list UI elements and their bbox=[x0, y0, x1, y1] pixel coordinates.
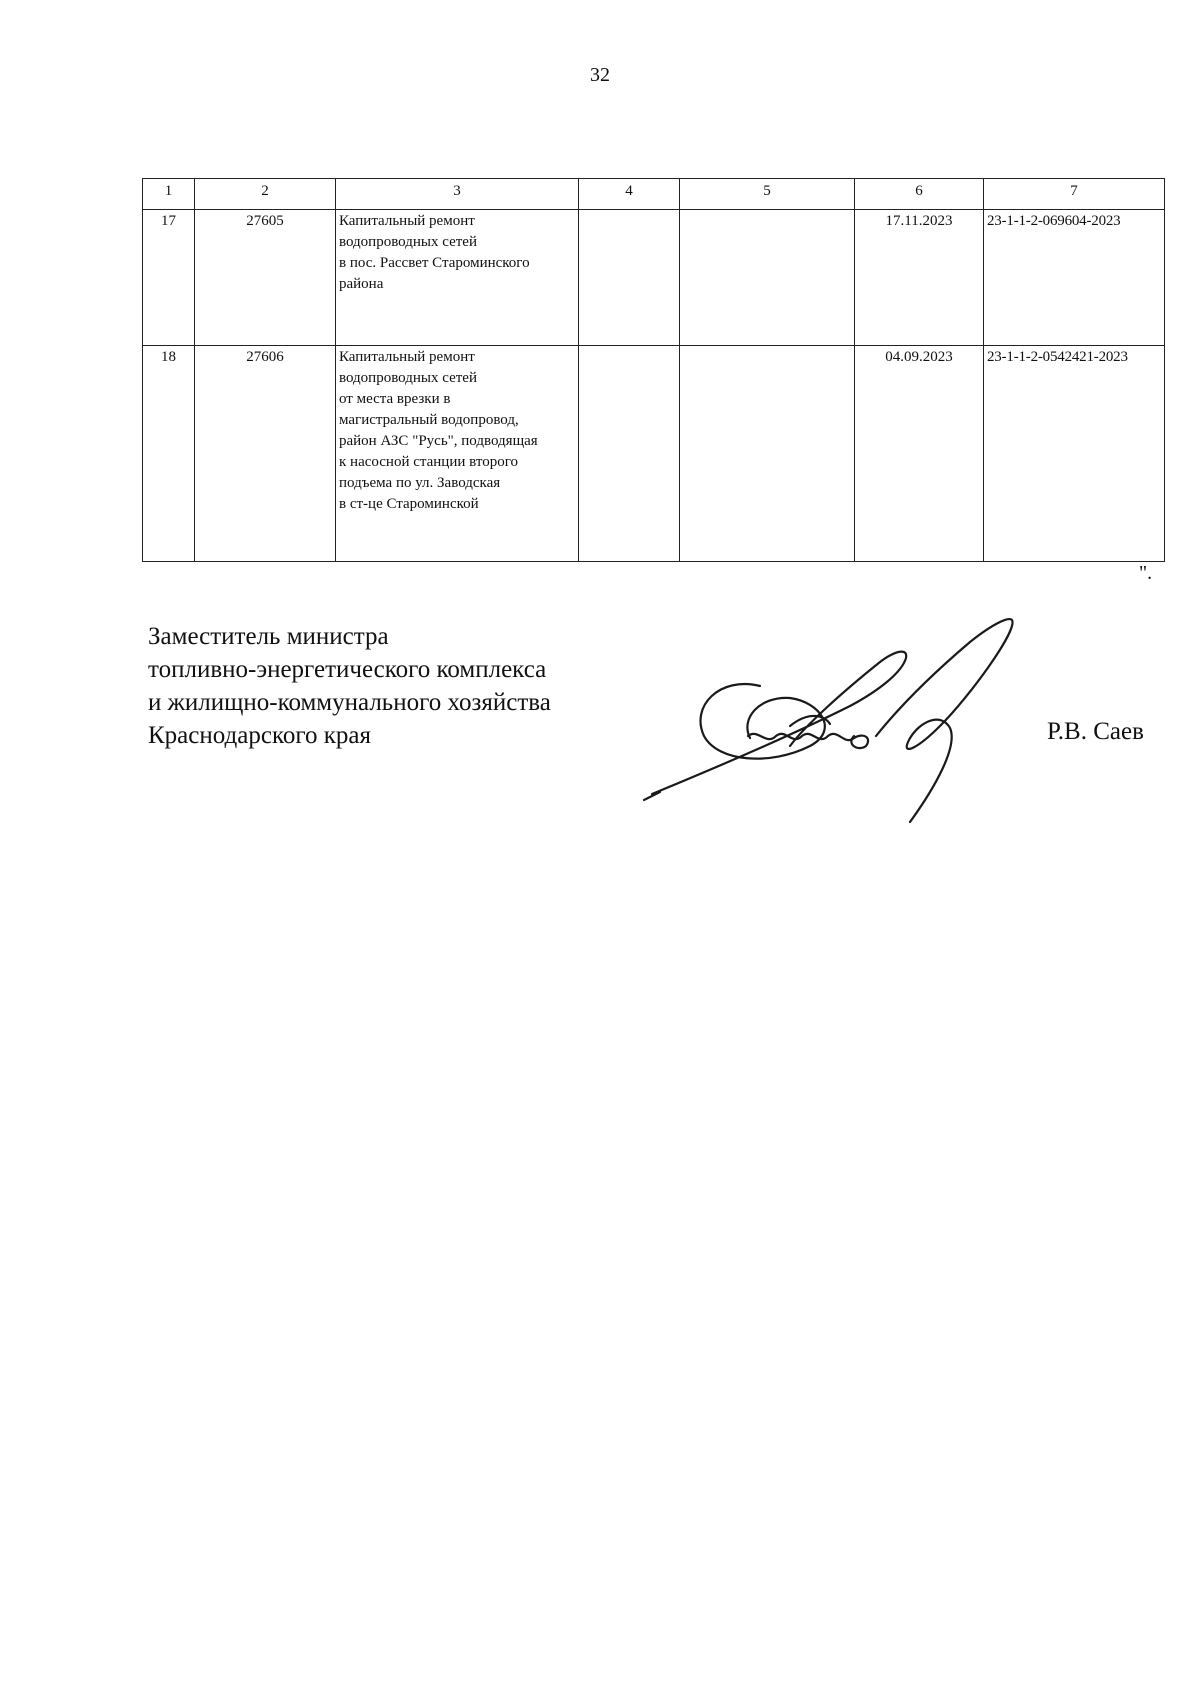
description-line: Капитальный ремонт bbox=[339, 349, 475, 365]
object-code: 27605 bbox=[195, 210, 336, 346]
object-description bbox=[336, 346, 579, 562]
signer-position bbox=[148, 620, 551, 752]
handwritten-signature bbox=[640, 606, 1050, 836]
column-header: 5 bbox=[680, 179, 855, 210]
empty-cell bbox=[680, 210, 855, 346]
position-line: Заместитель министра bbox=[148, 623, 389, 650]
position-line: Краснодарского края bbox=[148, 722, 371, 749]
description-line: водопроводных сетей bbox=[339, 234, 477, 250]
description-line: магистральный водопровод, bbox=[339, 412, 519, 428]
position-line: топливно-энергетического комплекса bbox=[148, 656, 547, 683]
date-cell: 04.09.2023 bbox=[855, 346, 984, 562]
registry-table bbox=[142, 178, 1165, 562]
description-line: район АЗС "Русь", подводящая bbox=[339, 433, 538, 449]
row-number: 18 bbox=[143, 346, 195, 562]
table-row bbox=[143, 346, 1165, 562]
table-header-row bbox=[143, 179, 1165, 210]
position-line: и жилищно-коммунального хозяйства bbox=[148, 689, 551, 716]
description-line: к насосной станции второго bbox=[339, 454, 518, 470]
empty-cell bbox=[579, 346, 680, 562]
column-header: 3 bbox=[336, 179, 579, 210]
closing-quote-mark: ". bbox=[1139, 562, 1153, 584]
signer-name: Р.В. Саев bbox=[1047, 718, 1144, 745]
description-line: в ст-це Староминской bbox=[339, 496, 479, 512]
description-line: подъема по ул. Заводская bbox=[339, 475, 501, 491]
column-header: 1 bbox=[143, 179, 195, 210]
column-header: 2 bbox=[195, 179, 336, 210]
object-description bbox=[336, 210, 579, 346]
description-line: Капитальный ремонт bbox=[339, 213, 475, 229]
column-header: 7 bbox=[984, 179, 1165, 210]
description-line: района bbox=[339, 276, 384, 292]
registration-number: 23-1-1-2-069604-2023 bbox=[984, 210, 1165, 346]
column-header: 4 bbox=[579, 179, 680, 210]
empty-cell bbox=[579, 210, 680, 346]
empty-cell bbox=[680, 346, 855, 562]
description-line: от места врезки в bbox=[339, 391, 451, 407]
table-row bbox=[143, 210, 1165, 346]
description-line: в пос. Рассвет Староминского bbox=[339, 255, 530, 271]
date-cell: 17.11.2023 bbox=[855, 210, 984, 346]
object-code: 27606 bbox=[195, 346, 336, 562]
description-line: водопроводных сетей bbox=[339, 370, 477, 386]
column-header: 6 bbox=[855, 179, 984, 210]
page-number: 32 bbox=[590, 64, 610, 86]
row-number: 17 bbox=[143, 210, 195, 346]
registration-number: 23-1-1-2-0542421-2023 bbox=[984, 346, 1165, 562]
